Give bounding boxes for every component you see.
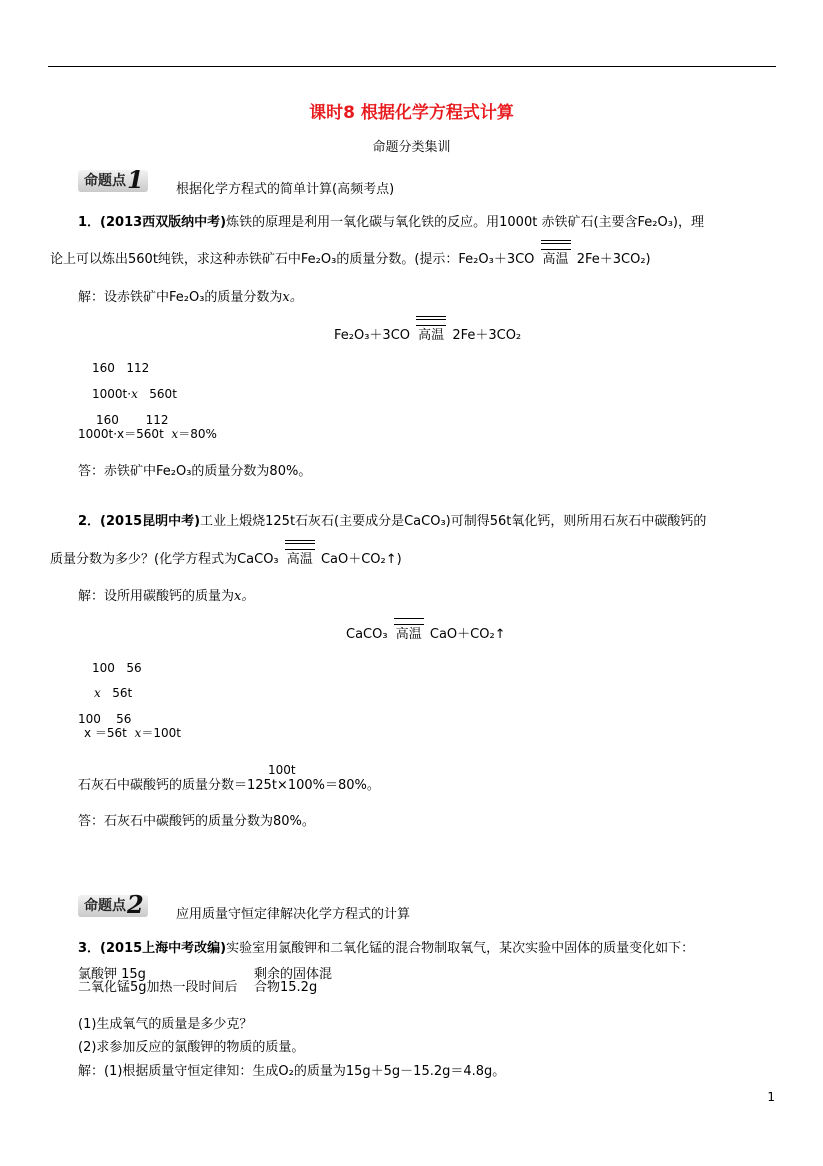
q1-line1 — [78, 211, 704, 230]
equals-bars-top — [541, 240, 571, 241]
section-badge-label: 命题点 — [84, 173, 126, 189]
page-subtitle: 命题分类集训 — [372, 140, 451, 155]
q2-solution-intro: 解：设所用碳酸钙的质量为x。 — [78, 589, 255, 604]
q1-fraction-top: 160 112 — [96, 413, 169, 427]
page-number: 1 — [767, 1090, 775, 1104]
reaction-condition: 高温 — [539, 248, 573, 267]
q1-fraction-bottom: 1000t·x＝560t x＝80% — [78, 427, 217, 441]
q1-answer: 答：赤铁矿中Fe₂O₃的质量分数为80%。 — [78, 464, 312, 479]
q1-solution-intro: 解：设赤铁矿中Fe₂O₃的质量分数为x。 — [78, 290, 303, 305]
page-title: 课时8 根据化学方程式计算 — [309, 103, 514, 123]
reaction-condition: 高温 — [392, 623, 426, 642]
q2-answer: 答：石灰石中碳酸钙的质量分数为80%。 — [78, 814, 315, 829]
section-heading-2: 应用质量守恒定律解决化学方程式的计算 — [176, 907, 411, 922]
reaction-condition: 高温 — [414, 324, 448, 343]
header-rule — [48, 66, 776, 67]
q2-equation: CaCO₃ 高温 CaO＋CO₂↑ — [346, 623, 506, 642]
q2-line2: 质量分数为多少？(化学方程式为CaCO₃ 高温 CaO＋CO₂↑) — [50, 548, 402, 567]
q2-ratio-row1: 100 56 — [92, 661, 142, 675]
q2-calc-line: 石灰石中碳酸钙的质量分数＝125t×100%＝80%。 — [78, 778, 380, 793]
q1-hint-products: 2Fe＋3CO₂) — [576, 252, 651, 267]
q3-sub1: (1)生成氧气的质量是多少克？ — [78, 1017, 253, 1032]
q2-fraction-bottom: x ＝56t x＝100t — [84, 726, 181, 740]
q3-diagram-top-right: 剩余的固体混 — [254, 967, 333, 982]
section-badge-1 — [78, 165, 148, 194]
q2-fraction-top: 100 56 — [78, 712, 132, 726]
q3-sub2: (2)求参加反应的氯酸钾的物质的质量。 — [78, 1040, 305, 1055]
q2-ratio-row2: x 56t — [94, 686, 133, 700]
reaction-condition: 高温 — [283, 548, 317, 567]
q2-line1: 2．(2015昆明中考)工业上煅烧125t石灰石(主要成分是CaCO₃)可制得56t氧化钙，则所用石灰石中碳酸钙的 — [78, 514, 707, 529]
q1-ratio-row1: 160 112 — [92, 361, 150, 375]
q1-source: (2013西双版纳中考) — [100, 215, 227, 230]
q3-diagram-bottom-left: 二氧化锰5g加热一段时间后 — [78, 980, 238, 995]
section-heading-1: 根据化学方程式的简单计算(高频考点) — [176, 182, 395, 197]
q1-text2: 论上可以炼出560t纯铁，求这种赤铁矿石中Fe₂O₃的质量分数。(提示：Fe₂O₃＋3CO — [50, 252, 535, 267]
q1-line2 — [50, 248, 651, 267]
q3-line1: 3．(2015上海中考改编)实验室用氯酸钾和二氧化锰的混合物制取氧气，某次实验中固体的质量变化如下： — [78, 941, 695, 956]
equals-bars — [541, 243, 571, 250]
q1-text: 炼铁的原理是利用一氧化碳与氧化铁的反应。用1000t 赤铁矿石(主要含Fe₂O₃)，理 — [226, 215, 705, 230]
q3-diagram-bottom-right: 合物15.2g — [254, 980, 318, 995]
section-badge-2: 命题点 2 — [78, 895, 148, 917]
q3-diagram-top-left: 氯酸钾 15g — [78, 967, 146, 982]
q1-number: 1． — [78, 215, 101, 230]
q1-equation: Fe₂O₃＋3CO 高温 2Fe＋3CO₂ — [334, 324, 521, 343]
q1-ratio-row2: 1000t·x 560t — [92, 387, 177, 401]
section-badge-number: 1 — [127, 165, 144, 194]
q3-solution-1: 解：(1)根据质量守恒定律知：生成O₂的质量为15g＋5g－15.2g＝4.8g。 — [78, 1064, 506, 1079]
q2-calc-numerator: 100t — [268, 763, 296, 777]
